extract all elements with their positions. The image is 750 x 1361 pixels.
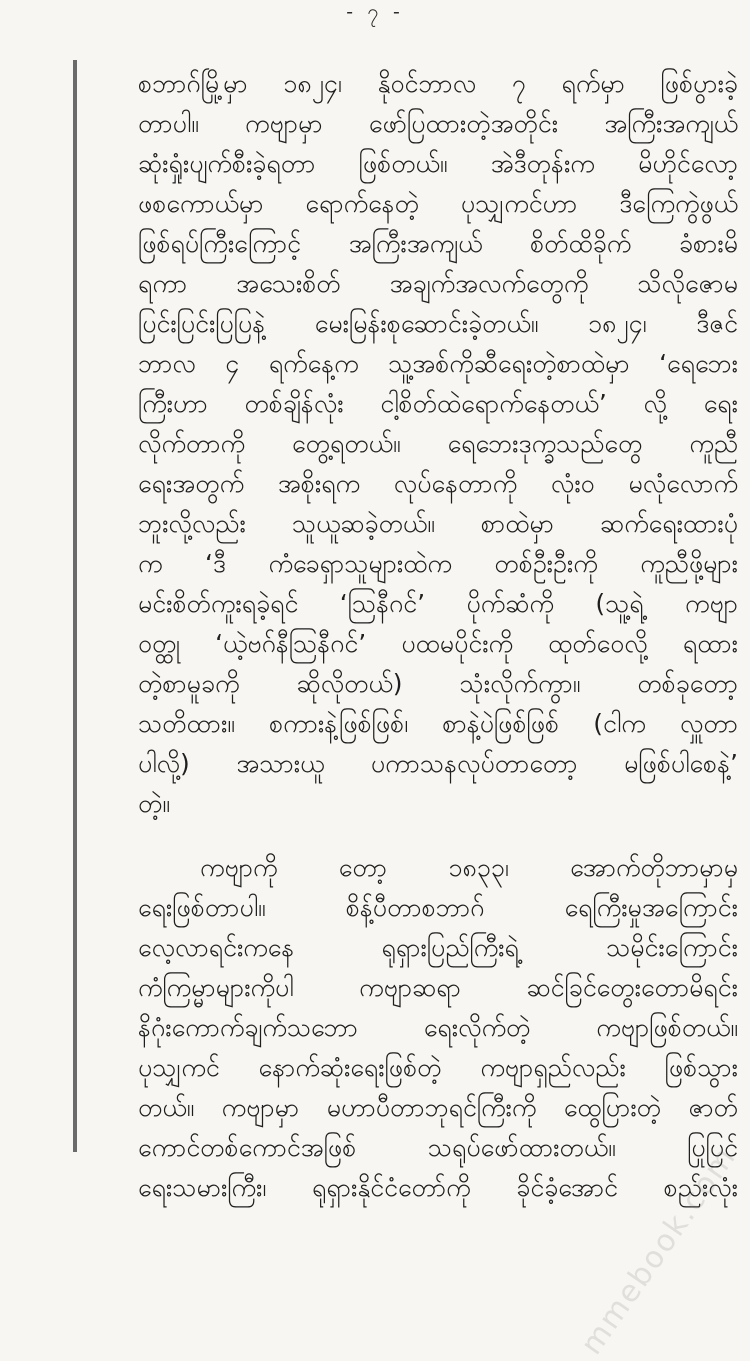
text-line: ဖြစ်ရပ်ကြီးကြောင့် အကြီးအကျယ် စိတ်ထိခိုက် ခံစားမိ xyxy=(138,229,738,258)
text-line: ဘာလ ၄ ရက်နေ့က သူ့အစ်ကိုဆီရေးတဲ့စာထဲမှာ ‘ရေဘေး xyxy=(138,349,738,378)
body-text xyxy=(138,24,738,1208)
text-line: ဘူးလို့လည်း သူယူဆခဲ့တယ်။ စာထဲမှာ ဆက်ရေးထားပုံ xyxy=(138,509,738,538)
text-line: တယ်။ ကဗျာမှာ မဟာပီတာဘုရင်ကြီးကို ထွေပြားတဲ့ ဇာတ် xyxy=(138,1093,738,1122)
text-line: တဲ့။ xyxy=(138,789,170,818)
text-line: မင်းစိတ်ကူးရခဲ့ရင် ‘ဩနီဂင်’ ပိုက်ဆံကို (သူ့ရဲ့ ကဗျာ xyxy=(138,589,738,618)
text-line: ရေးဖြစ်တာပါ။ စိန့်ပီတာစဘာဂ် ရေကြီးမှုအကြောင်း xyxy=(138,893,738,922)
text-line: ကဗျာကို တော့ ၁၈၃၃၊ အောက်တိုဘာမှာမှ xyxy=(200,853,738,882)
text-line: ပုသျှကင် နောက်ဆုံးရေးဖြစ်တဲ့ ကဗျာရှည်လည်း ဖြစ်သွား xyxy=(138,1053,738,1082)
text-line: နိဂုံးကောက်ချက်သဘော ရေးလိုက်တဲ့ ကဗျာဖြစ်တယ်။ xyxy=(138,1013,738,1042)
text-line: ကံကြမ္မာများကိုပါ ကဗျာဆရာ ဆင်ခြင်တွေးတောမိရင်း xyxy=(138,973,738,1002)
watermark: mmebook.com xyxy=(574,1139,744,1361)
text-line: ကြီးဟာ တစ်ချိန်လုံး ငါ့စိတ်ထဲရောက်နေတယ်’ လို့ ရေး xyxy=(138,389,738,418)
text-line: ပြင်းပြင်းပြပြနဲ့ မေးမြန်းစုဆောင်းခဲ့တယ်။ ၁၈၂၄၊ ဒီဇင် xyxy=(138,309,738,338)
text-line: တာပါ။ ကဗျာမှာ ဖော်ပြထားတဲ့အတိုင်း အကြီးအကျယ် xyxy=(138,109,738,138)
text-line: ပါလို့) အသားယူ ပကာသနလုပ်တာတော့ မဖြစ်ပါစေနဲ့’ xyxy=(138,749,738,778)
text-line: သတိထား။ စကားနဲ့ဖြစ်ဖြစ်၊ စာနဲ့ပဲဖြစ်ဖြစ် (ငါက လှူတာ xyxy=(138,709,738,738)
text-line: ဆုံးရှုံးပျက်စီးခဲ့ရတာ ဖြစ်တယ်။ အဲဒီတုန်းက မိဟိုင်လော့ xyxy=(138,149,738,178)
text-line: ကောင်တစ်ကောင်အဖြစ် သရုပ်ဖော်ထားတယ်။ ပြုပြင် xyxy=(138,1133,738,1162)
text-line: တဲ့စာမူခကို ဆိုလိုတယ်) သုံးလိုက်ကွာ။ တစ်ခုတော့ xyxy=(138,669,738,698)
margin-rule xyxy=(73,60,77,1152)
text-line: ဝတ္ထု ‘ယဲ့ဗဂ်နီဩနီဂင်’ ပထမပိုင်းကို ထုတ်ဝေလို့ ရထား xyxy=(138,629,738,658)
page-number: - ၇ - xyxy=(346,0,404,23)
text-line: လိုက်တာကို တွေ့ရတယ်။ ရေဘေးဒုက္ခသည်တွေ ကူညီ xyxy=(138,429,738,458)
text-line: ရေးသမားကြီး၊ ရုရှားနိုင်ငံတော်ကို ခိုင်ခံ့အောင် စည်းလုံး xyxy=(138,1173,738,1202)
text-line: က ‘ဒီ ကံခေရှာသူများထဲက တစ်ဦးဦးကို ကူညီဖို့များ xyxy=(138,549,738,578)
paragraph-2 xyxy=(138,848,738,1208)
text-line: ရေးအတွက် အစိုးရက လုပ်နေတာကို လုံးဝ မလုံလောက် xyxy=(138,469,738,498)
paragraph-1 xyxy=(138,64,738,824)
text-line: စဘာဂ်မြို့မှာ ၁၈၂၄၊ နိုဝင်ဘာလ ၇ ရက်မှာ ဖြစ်ပွားခဲ့ xyxy=(138,69,738,98)
text-line: ဖစကောယ်မှာ ရောက်နေတဲ့ ပုသျှကင်ဟာ ဒီကြေကွဲဖွယ် xyxy=(138,189,738,218)
text-line: ရကာ အသေးစိတ် အချက်အလက်တွေကို သိလိုဇောမ xyxy=(138,269,738,298)
text-line: လေ့လာရင်းကနေ ရုရှားပြည်ကြီးရဲ့ သမိုင်းကြောင်း xyxy=(138,933,738,962)
